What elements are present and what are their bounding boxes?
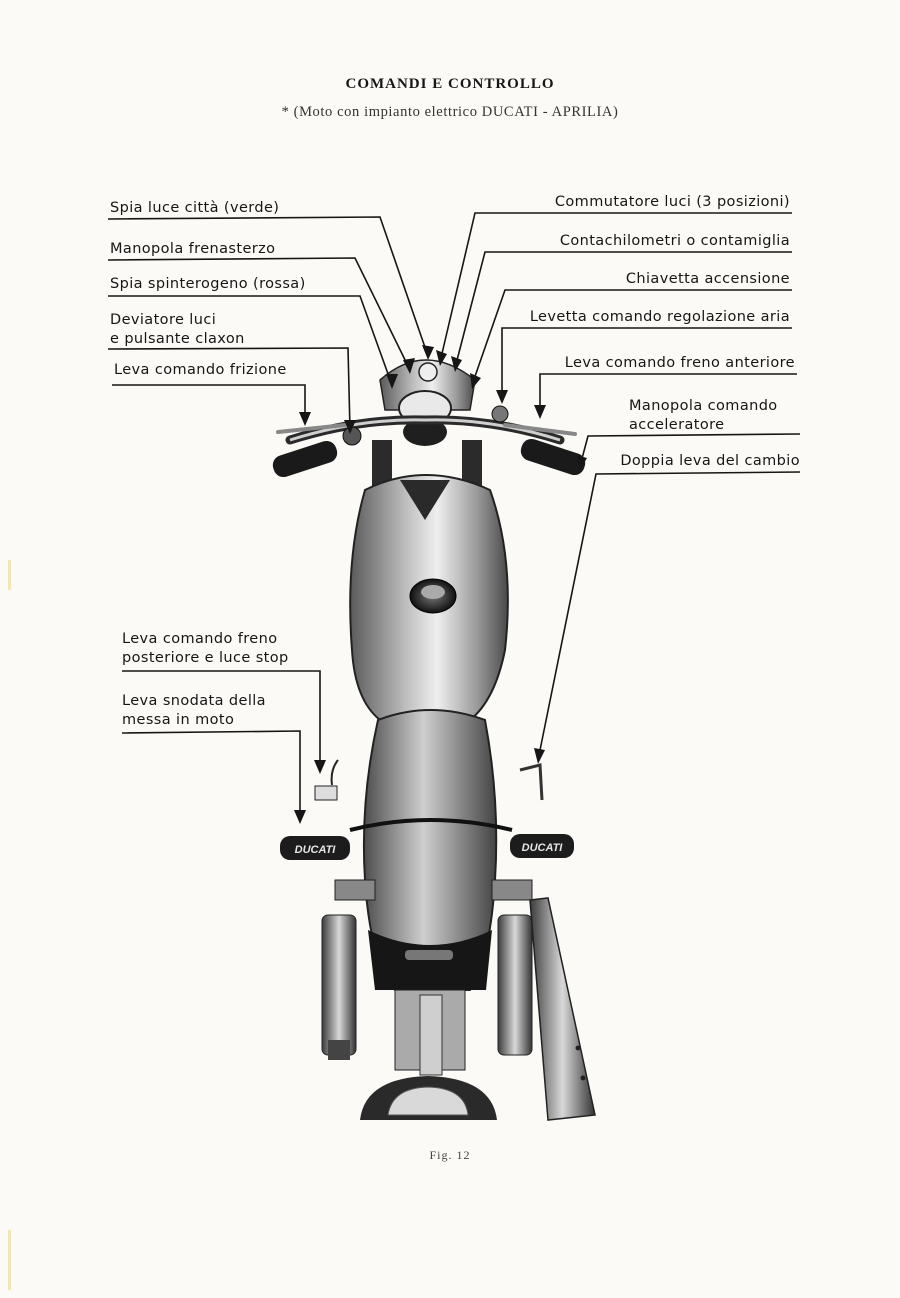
label-leva-freno-posteriore: [122, 630, 289, 668]
label-line: Leva comando freno: [122, 631, 278, 647]
left-footpeg: [280, 836, 350, 860]
label-manopola-acceleratore: [629, 397, 778, 435]
ducati-mark: DUCATI: [521, 842, 563, 854]
label-contachilometri: Contachilometri o contamiglia: [559, 233, 790, 249]
fuel-tank: [350, 475, 508, 720]
right-footpeg: [510, 834, 574, 858]
page-subtitle: * (Moto con impianto elettrico DUCATI - APRILIA): [281, 104, 619, 120]
right-shock-absorber: [498, 915, 532, 1055]
label-line: messa in moto: [122, 712, 235, 728]
label-line: Deviatore luci: [110, 312, 217, 328]
left-shock-absorber: [322, 915, 356, 1060]
label-spia-spinterogeno: Spia spinterogeno (rossa): [110, 276, 306, 292]
label-line: Manopola comando: [629, 398, 778, 414]
label-levetta-aria: Levetta comando regolazione aria: [529, 309, 790, 325]
label-spia-luce-citta: Spia luce città (verde): [110, 200, 280, 216]
label-chiavetta-accensione: Chiavetta accensione: [625, 271, 790, 287]
label-line: acceleratore: [629, 417, 725, 433]
label-leva-frizione: Leva comando frizione: [114, 362, 287, 378]
label-line: e pulsante claxon: [110, 331, 245, 347]
label-line: Leva snodata della: [122, 693, 266, 709]
label-leva-freno-anteriore: Leva comando freno anteriore: [564, 355, 795, 371]
label-doppia-leva-cambio: Doppia leva del cambio: [620, 453, 800, 469]
label-deviatore-luci: [110, 311, 245, 349]
label-leva-messa-in-moto: [122, 692, 266, 730]
exhaust-pipe: [530, 898, 595, 1120]
label-manopola-frenasterzo: Manopola frenasterzo: [110, 241, 276, 257]
ducati-mark: DUCATI: [294, 844, 336, 856]
label-commutatore-luci: Commutatore luci (3 posizioni): [554, 194, 790, 210]
tail-light: [360, 1076, 497, 1120]
figure-caption: Fig. 12: [429, 1148, 471, 1162]
seat: [350, 710, 512, 990]
page-title: COMANDI E CONTROLLO: [345, 76, 555, 92]
label-line: posteriore e luce stop: [122, 650, 289, 666]
